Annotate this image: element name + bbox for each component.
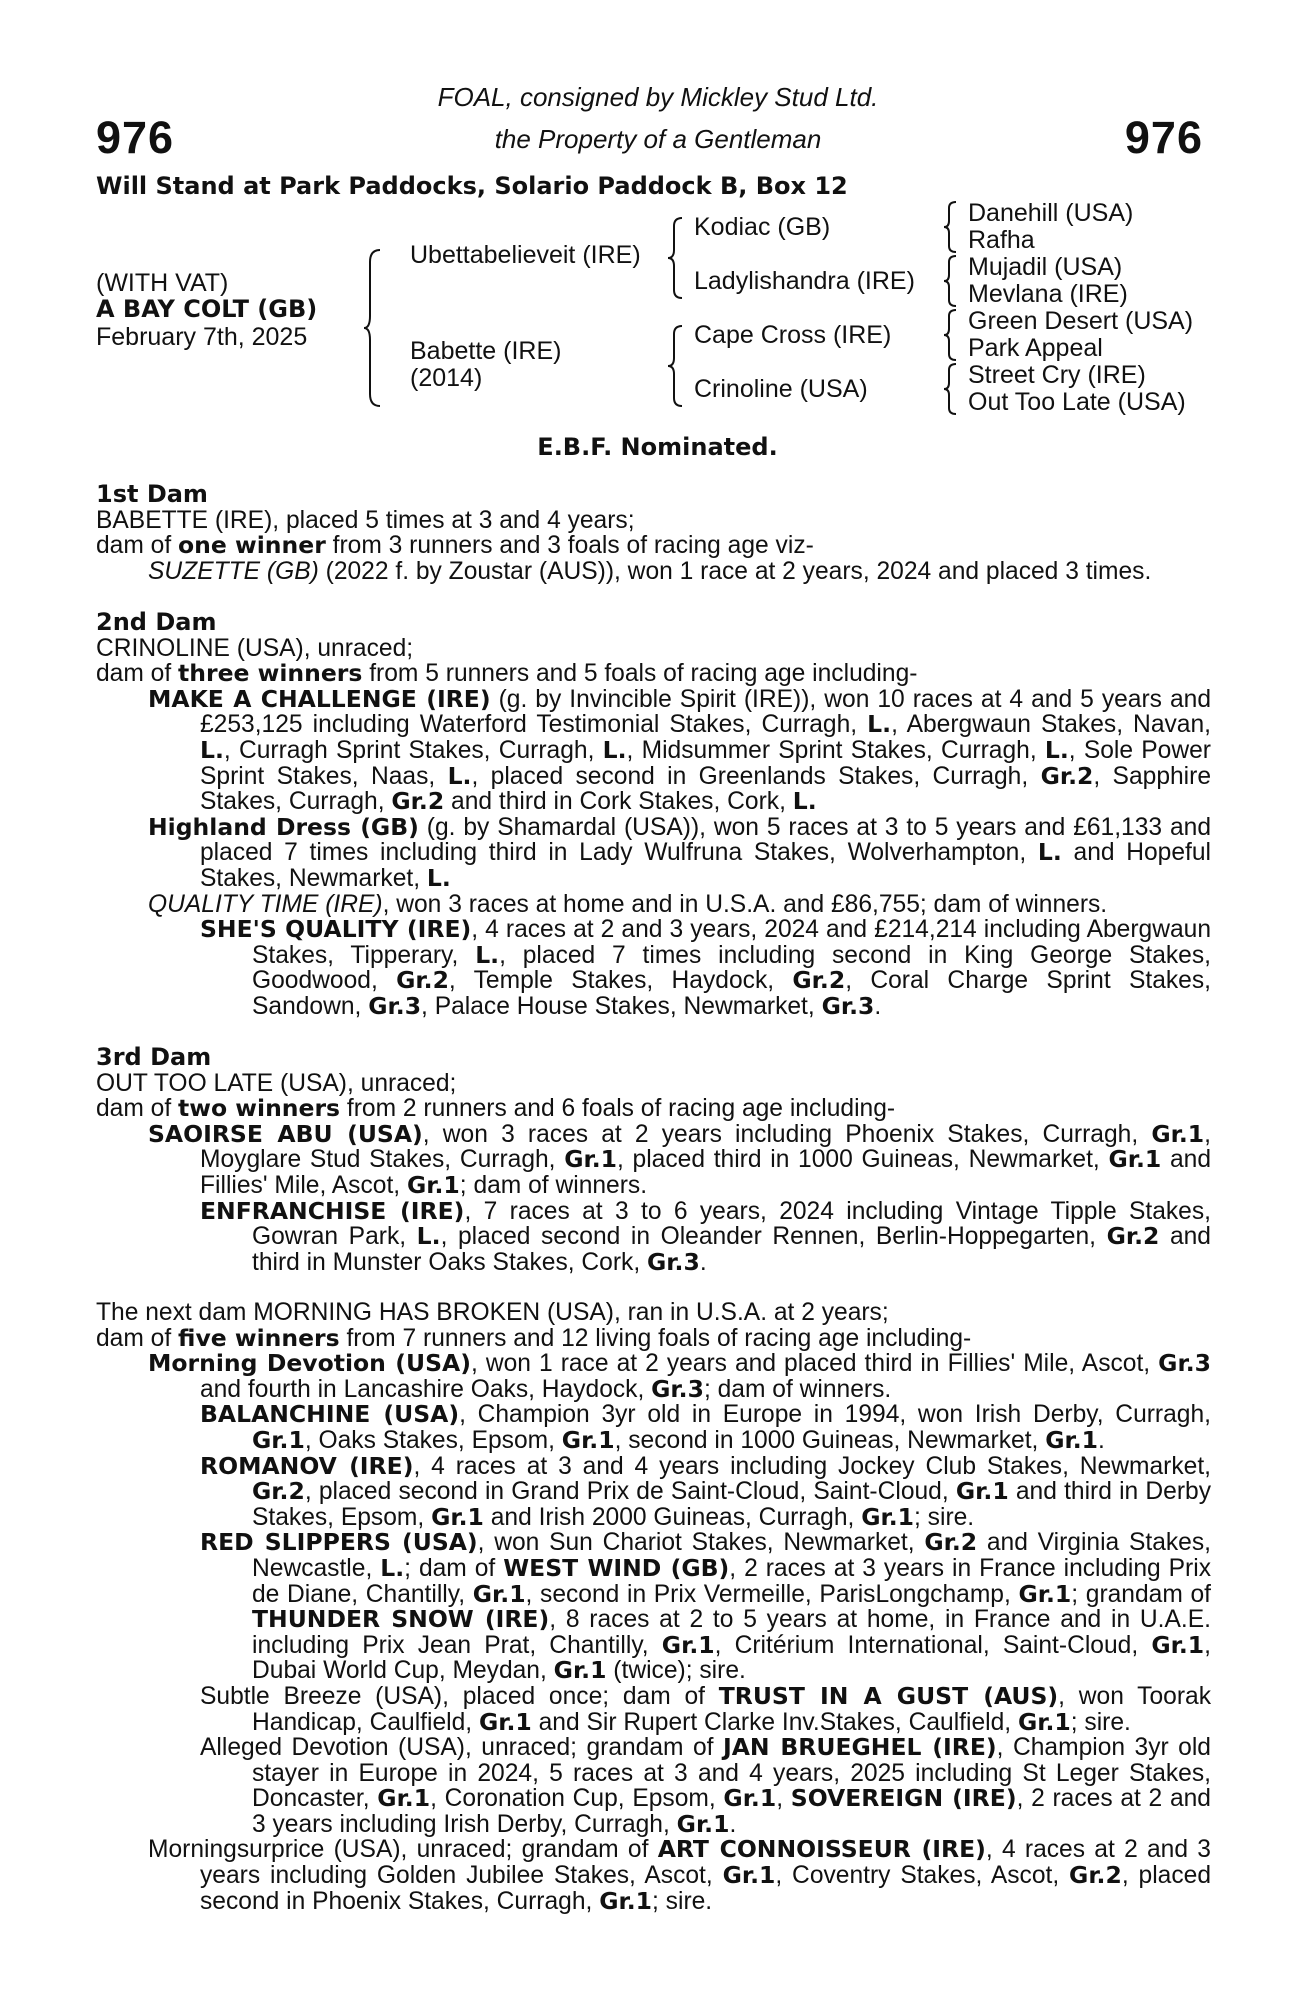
- sire-dam: Ladylishandra (IRE): [694, 267, 915, 295]
- brace-dam: [666, 324, 686, 408]
- entry-subtle-breeze: Subtle Breeze (USA), placed once; dam of TRUST IN A GUST (AUS), won Toorak Handicap, Caulfield, Gr.1 and Sir Rupert Clarke Inv.Stakes, Caulfield, Gr.1; sire.: [200, 1681, 1212, 1736]
- first-dam-heading: 1st Dam: [96, 480, 208, 508]
- horse-name: A BAY COLT (GB): [96, 295, 318, 323]
- granddam-2: Mevlana (IRE): [968, 280, 1128, 308]
- vat-label: (WITH VAT): [96, 269, 229, 297]
- granddam-4: Out Too Late (USA): [968, 388, 1186, 416]
- next-dam-line: The next dam MORNING HAS BROKEN (USA), ran in U.S.A. at 2 years;: [96, 1299, 889, 1326]
- property-line: the Property of a Gentleman: [494, 124, 822, 154]
- entry-saoirse-abu: SAOIRSE ABU (USA), won 3 races at 2 years including Phoenix Stakes, Curragh, Gr.1, Moyglare Stud Stakes, Curragh, Gr.1, placed third in 1000 Guineas, Newmarket, Gr.1 and Fillies' Mile, Ascot, Gr.1; dam of winners.: [148, 1119, 1212, 1199]
- second-dam-line: CRINOLINE (USA), unraced;: [96, 634, 414, 662]
- next-dam-section: [96, 1300, 1211, 1914]
- second-dam-produce: dam of three winners from 5 runners and 5 foals of racing age including-: [96, 659, 918, 688]
- brace-main: [362, 248, 386, 408]
- brace-g4: [942, 362, 960, 416]
- brace-g2: [942, 254, 960, 308]
- foaling-date: February 7th, 2025: [96, 323, 308, 351]
- location-line: Will Stand at Park Paddocks, Solario Paddock B, Box 12: [96, 172, 848, 200]
- first-dam-section: [96, 482, 1211, 584]
- dam: Babette (IRE): [410, 337, 562, 365]
- entry-shes-quality: SHE'S QUALITY (IRE), 4 races at 2 and 3 years, 2024 and £214,214 including Abergwaun Stakes, Tipperary, L., placed 7 times including second in King George Stakes, Goodwood, Gr.2, Temple Stakes, Haydock, Gr.2, Coral Charge Sprint Stakes, Sandown, Gr.3, Palace House Stakes, Newmarket, Gr.3.: [200, 915, 1211, 1020]
- entry-enfranchise: ENFRANCHISE (IRE), 7 races at 3 to 6 years, 2024 including Vintage Tipple Stakes, Gowran Park, L., placed second in Oleander Rennen, Berlin-Hoppegarten, Gr.2 and third in Munster Oaks Stakes, Cork, Gr.3.: [200, 1196, 1211, 1276]
- dam-sire: Cape Cross (IRE): [694, 321, 892, 349]
- lot-number-left: 976: [96, 112, 175, 163]
- entry-morning-devotion: Morning Devotion (USA), won 1 race at 2 years and placed third in Fillies' Mile, Ascot, Gr.3 and fourth in Lancashire Oaks, Haydock, Gr.3; dam of winners.: [148, 1349, 1211, 1403]
- lot-number-right: 976: [1124, 112, 1203, 163]
- second-dam-section: [96, 610, 1211, 1020]
- entry-quality-time: QUALITY TIME (IRE), won 3 races at home and in U.S.A. and £86,755; dam of winners.: [148, 890, 1108, 918]
- sire: Ubettabelieveit (IRE): [410, 241, 641, 269]
- brace-g1: [942, 200, 960, 254]
- granddam-3: Park Appeal: [968, 334, 1103, 362]
- ebf-nomination: E.B.F. Nominated.: [537, 433, 778, 461]
- consignor-line: FOAL, consigned by Mickley Stud Ltd.: [437, 82, 879, 112]
- grandsire-4: Street Cry (IRE): [968, 361, 1146, 389]
- dam-dam: Crinoline (USA): [694, 375, 868, 403]
- entry-romanov: ROMANOV (IRE), 4 races at 3 and 4 years including Jockey Club Stakes, Newmarket, Gr.2, placed second in Grand Prix de Saint-Cloud, Saint-Cloud, Gr.1 and third in Derby Stakes, Epsom, Gr.1 and Irish 2000 Guineas, Curragh, Gr.1; sire.: [200, 1451, 1212, 1531]
- grandsire-2: Mujadil (USA): [968, 253, 1123, 281]
- entry-red-slippers: RED SLIPPERS (USA), won Sun Chariot Stakes, Newmarket, Gr.2 and Virginia Stakes, Newcastle, L.; dam of WEST WIND (GB), 2 races at 3 years in France including Prix de Diane, Chantilly, Gr.1, second in Prix Vermeille, ParisLongchamp, Gr.1; grandam of THUNDER SNOW (IRE), 8 races at 2 to 5 years at home, in France and in U.A.E. including Prix Jean Prat, Chantilly, Gr.1, Critérium International, Saint-Cloud, Gr.1, Dubai World Cup, Meydan, Gr.1 (twice); sire.: [200, 1528, 1211, 1685]
- sire-sire: Kodiac (GB): [694, 213, 831, 241]
- dam-year: (2014): [410, 364, 483, 392]
- entry-morningsurprice: Morningsurprice (USA), unraced; grandam of ART CONNOISSEUR (IRE), 4 races at 2 and 3 years including Golden Jubilee Stakes, Ascot, Gr.1, Coventry Stakes, Ascot, Gr.2, placed second in Phoenix Stakes, Curragh, Gr.1; sire.: [148, 1835, 1211, 1915]
- grandsire-3: Green Desert (USA): [968, 307, 1194, 335]
- entry-balanchine: BALANCHINE (USA), Champion 3yr old in Europe in 1994, won Irish Derby, Curragh, Gr.1, Oaks Stakes, Epsom, Gr.1, second in 1000 Guineas, Newmarket, Gr.1.: [200, 1400, 1211, 1454]
- third-dam-section: [96, 1045, 1211, 1275]
- second-dam-heading: 2nd Dam: [96, 608, 217, 636]
- first-dam-produce: dam of one winner from 3 runners and 3 foals of racing age viz-: [96, 531, 814, 560]
- third-dam-line: OUT TOO LATE (USA), unraced;: [96, 1069, 457, 1097]
- foal-entry: SUZETTE (GB) (2022 f. by Zoustar (AUS)), won 1 race at 2 years, 2024 and placed 3 times.: [148, 557, 1152, 585]
- brace-g3: [942, 308, 960, 362]
- third-dam-heading: 3rd Dam: [96, 1043, 212, 1071]
- next-dam-produce: dam of five winners from 7 runners and 12 living foals of racing age including-: [96, 1323, 972, 1352]
- entry-alleged-devotion: Alleged Devotion (USA), unraced; grandam of JAN BRUEGHEL (IRE), Champion 3yr old stayer in Europe in 2024, 5 races at 3 and 4 years, 2025 including St Leger Stakes, Doncaster, Gr.1, Coronation Cup, Epsom, Gr.1, SOVEREIGN (IRE), 2 races at 2 and 3 years including Irish Derby, Curragh, Gr.1.: [200, 1733, 1211, 1838]
- entry-highland-dress: Highland Dress (GB) (g. by Shamardal (USA)), won 5 races at 3 to 5 years and £61,133 and placed 7 times including third in Lady Wulfruna Stakes, Wolverhampton, L. and Hopeful Stakes, Newmarket, L.: [148, 812, 1212, 892]
- granddam-1: Rafha: [968, 226, 1035, 254]
- brace-sire: [666, 216, 686, 300]
- third-dam-produce: dam of two winners from 2 runners and 6 foals of racing age including-: [96, 1094, 896, 1123]
- grandsire-1: Danehill (USA): [968, 199, 1134, 227]
- first-dam-line: BABETTE (IRE), placed 5 times at 3 and 4 years;: [96, 506, 635, 534]
- entry-make-a-challenge: MAKE A CHALLENGE (IRE) (g. by Invincible Spirit (IRE)), won 10 races at 4 and 5 years and £253,125 including Waterford Testimonial Stakes, Curragh, L., Abergwaun Stakes, Navan, L., Curragh Sprint Stakes, Curragh, L., Midsummer Sprint Stakes, Curragh, L., Sole Power Sprint Stakes, Naas, L., placed second in Greenlands Stakes, Curragh, Gr.2, Sapphire Stakes, Curragh, Gr.2 and third in Cork Stakes, Cork, L.: [148, 684, 1212, 816]
